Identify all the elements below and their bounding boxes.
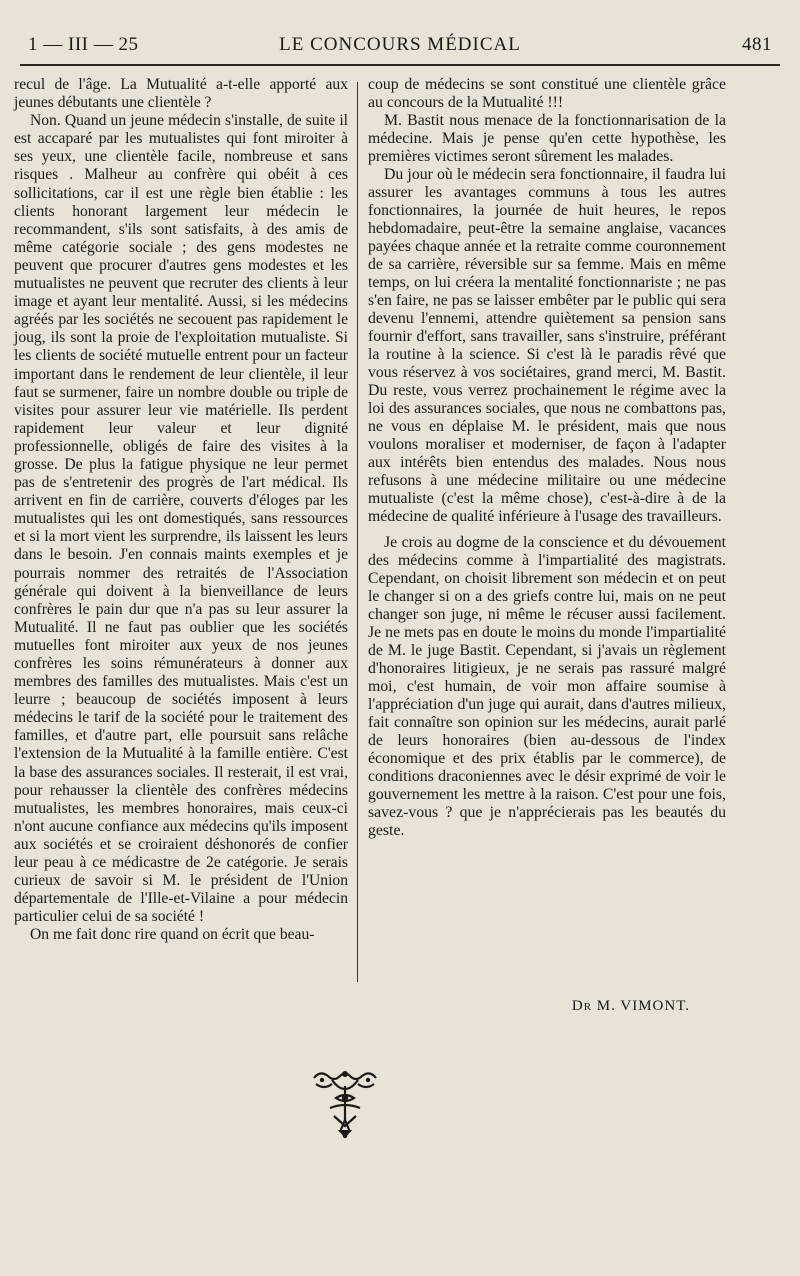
header-rule: [20, 64, 780, 66]
paragraph: coup de médecins se sont constitué une clientèle grâce au concours de la Mutualité !!!: [368, 76, 726, 111]
column-divider: [357, 82, 358, 982]
paragraph: Je crois au dogme de la conscience et du dévouement des médecins comme à l'impartialité des magistrats. Cependant, on choisit librement son médecin et on peut le changer si on a des griefs contre lui, mais on ne peut changer son juge, ni même le récuser aussi facilement. Je ne mets pas en doute le moins du monde l'impartialité de M. le juge Bastit. Cependant, si j'avais un règlement d'honoraires litigieux, je ne serais pas rassuré malgré moi, c'est humain, de voir mon affaire soumise à l'appréciation d'un juge qui aurait, dans d'autres milieux, fait connaître son opinion sur les médecins, aurait parlé de leurs honoraires (bien au-dessous de l'index économique et des prix établis par le commerce), de conditions draconiennes avec le désir exprimé de voir le gouvernement les mettre à la raison. C'est pour une fois, savez-vous ? que je n'apprécierais pas les beautés du geste.: [368, 534, 726, 839]
right-column: [368, 76, 726, 840]
journal-title: LE CONCOURS MÉDICAL: [279, 34, 521, 55]
author-signature: Dr M. VIMONT.: [571, 998, 690, 1014]
paragraph: On me fait donc rire quand on écrit que beau-: [30, 926, 315, 944]
paragraph: recul de l'âge. La Mutualité a-t-elle apporté aux jeunes débutants une clientèle ?: [14, 76, 348, 112]
fleuron-ornament-icon: [310, 1068, 380, 1140]
issue-date: 1 — III — 25: [28, 34, 139, 55]
fleuron-ornament-icon: [310, 1068, 380, 1140]
paragraph: Non. Quand un jeune médecin s'installe, de suite il est accaparé par les mutualistes qui font miroiter à ses yeux, une clientèle facile, nombreuse et sans risques . Malheur au confrère qui obéit à ces sollicitations, car il est une règle bien établie : les clients honorant largement leur médecin le recommandent, s'ils sont satisfaits, à des amis de même catégorie sociale ; des gens modestes ne peuvent que procurer d'autres gens modestes et les mutualistes ne peuvent que recruter des clients à leur image et ayant leur mentalité. Aussi, si les médecins agréés par les sociétés ne secouent pas rapidement le joug, ils sont la proie de l'exploitation mutualiste. Si les clients de société mutuelle entrent pour un facteur important dans le rendement de leur clientèle, il leur faut se surmener, faire un nombre double ou triple de visites pour assurer leur vie matérielle. Ils perdent rapidement leur valeur et leur dignité professionnelle, obligés de faire des visites à la grosse. De plus la fatigue physique ne leur permet pas de s'entretenir des progrès de l'art médical. Ils arrivent en fin de carrière, couverts d'éloges par les mutualistes qui les ont domestiqués, sans ressources et si la mort vient les surprendre, ils laissent les leurs dans le besoin. J'en connais maints exemples et je pourrais nommer des retraités de l'Association générale qui doivent à la bienveillance de leurs confrères le pain dur que n'a pas su leur assurer la Mutualité. Il ne faut pas oublier que les sociétés mutuelles font miroiter aux yeux de nos jeunes confrères les soins rémunérateurs à donner aux membres des familles des mutualistes. Mais c'est un leurre ; beaucoup de sociétés imposent à leurs médecins le tarif de la société pour le traitement des familles, et d'autre part, elle poursuit sans relâche l'extension de la Mutualité à la famille entière. C'est la base des assurances sociales. Il resterait, il est vrai, pour rehausser la clientèle des confrères médecins mutualistes, les membres honoraires, mais ceux-ci n'ont aucune confiance aux médecins qu'ils imposent aux sociétés et se croiraient déshonorés de confier leur peau à ce médicastre de 2e catégorie. Je serais curieux de savoir si M. le président de l'Union départementale de l'Ille-et-Vilaine a pour médecin particulier celui de sa société !: [14, 112, 348, 926]
left-column: [14, 76, 348, 945]
page-header: [28, 30, 772, 58]
paragraph: Du jour où le médecin sera fonctionnaire, il faudra lui assurer les avantages communs à tous les autres fonctionnaires, la journée de huit heures, le repos hebdomadaire, peut-être la semaine anglaise, vacances payées chaque année et la retraite comme couronnement de sa carrière, réversible sur sa femme. Mais en même temps, on lui créera la mentalité fonctionnariste ; ne pas s'en faire, ne pas se laisser embêter par le public qui sera devenu l'ennemi, attendre quiètement sa pension sans fournir d'effort, sans travailler, sans s'instruire, préférant la routine à la science. Si c'est là le paradis rêvé que vous réservez à vos sociétaires, grand merci, M. Bastit. Du reste, vous verrez prochainement le régime avec la loi des assurances sociales, que nous ne combattons pas, ne vous en déplaise M. le président, mais que nous voulons moraliser et moderniser, de façon à l'adapter aux intérêts bien entendus des malades. Nous nous refusons à une médecine militaire ou une médecine mutualiste (c'est la même chose), c'est-à-dire à de la médecine de qualité inférieure à l'usage des travailleurs.: [368, 166, 726, 525]
paragraph: M. Bastit nous menace de la fonctionnarisation de la médecine. Mais je pense qu'en cette hypothèse, les premières victimes seront sûrement les malades.: [368, 112, 726, 165]
page-number: 481: [742, 34, 772, 55]
